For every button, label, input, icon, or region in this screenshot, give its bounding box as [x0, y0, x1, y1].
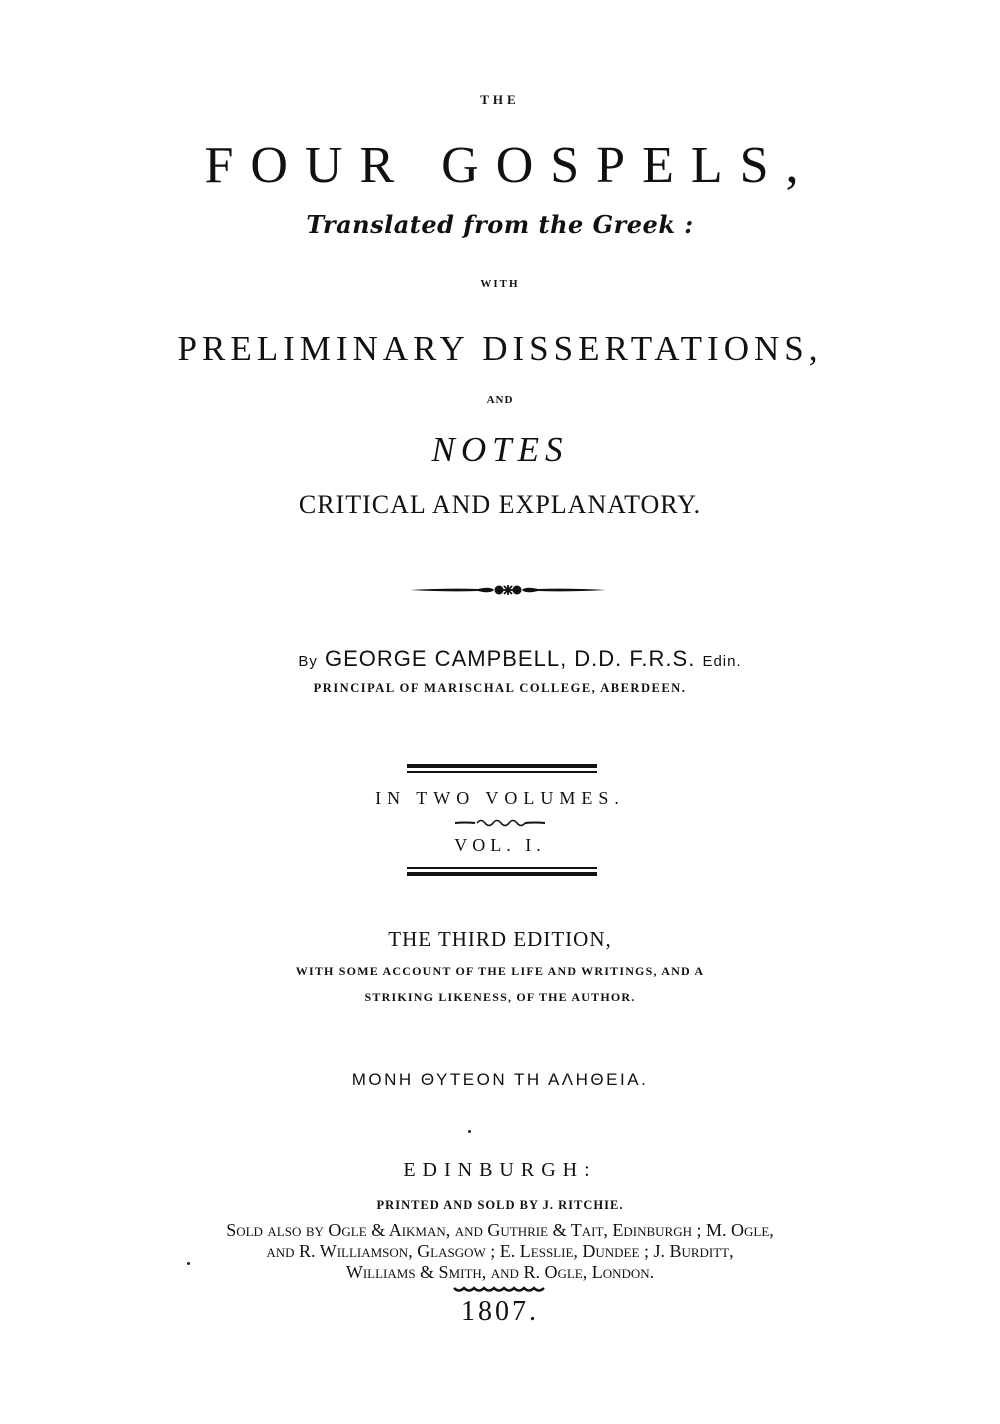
subtitle-blackletter: Translated from the Greek :	[306, 210, 694, 239]
wavy-rule-ornament-icon	[452, 1284, 548, 1294]
greek-motto: ΜΟΝΗ ΘΥΤΕΟΝ ΤΗ ΑΛΗΘΕΙΑ.	[351, 1070, 649, 1089]
double-rule-top	[407, 764, 597, 773]
title-the: THE	[480, 92, 520, 107]
double-rule-bottom	[407, 867, 597, 876]
main-title: FOUR GOSPELS,	[204, 137, 816, 194]
author-line	[0, 648, 1000, 670]
and-label: AND	[486, 394, 514, 406]
edition-account-line-1: WITH SOME ACCOUNT OF THE LIFE AND WRITINGS, AND A	[295, 964, 705, 978]
critical-explanatory: CRITICAL AND EXPLANATORY.	[298, 490, 702, 519]
notes-heading: NOTES	[431, 430, 569, 469]
imprint-sellers-line-3: Williams & Smith, and R. Ogle, London.	[345, 1262, 655, 1282]
author-name: GEORGE CAMPBELL, D.D. F.R.S.	[325, 646, 696, 671]
author-edin: Edin.	[702, 653, 742, 670]
author-position: PRINCIPAL OF MARISCHAL COLLEGE, ABERDEEN.	[313, 681, 687, 695]
edition-account-line-2: STRIKING LIKENESS, OF THE AUTHOR.	[364, 990, 636, 1004]
fleuron-ornament-icon	[408, 582, 608, 598]
imprint-sellers-line-2: and R. Williamson, Glasgow ; E. Lesslie, Dundee ; J. Burditt,	[266, 1241, 734, 1261]
imprint-city: EDINBURGH:	[403, 1159, 597, 1181]
edition-label: THE THIRD EDITION,	[388, 927, 612, 951]
imprint-sellers-line-1: Sold also by Ogle & Aikman, and Guthrie & Tait, Edinburgh ; M. Ogle,	[226, 1220, 774, 1240]
by-label: By	[298, 653, 318, 670]
print-speck	[468, 1130, 471, 1133]
in-two-volumes: IN TWO VOLUMES.	[375, 788, 625, 808]
publication-year: 1807.	[461, 1296, 539, 1327]
with-label: WITH	[480, 278, 520, 290]
print-speck	[187, 1262, 190, 1265]
volume-number: VOL. I.	[454, 835, 546, 855]
scroll-ornament-icon	[453, 818, 547, 828]
preliminary-dissertations: PRELIMINARY DISSERTATIONS,	[177, 329, 823, 368]
imprint-printer: PRINTED AND SOLD BY J. RITCHIE.	[376, 1198, 624, 1212]
